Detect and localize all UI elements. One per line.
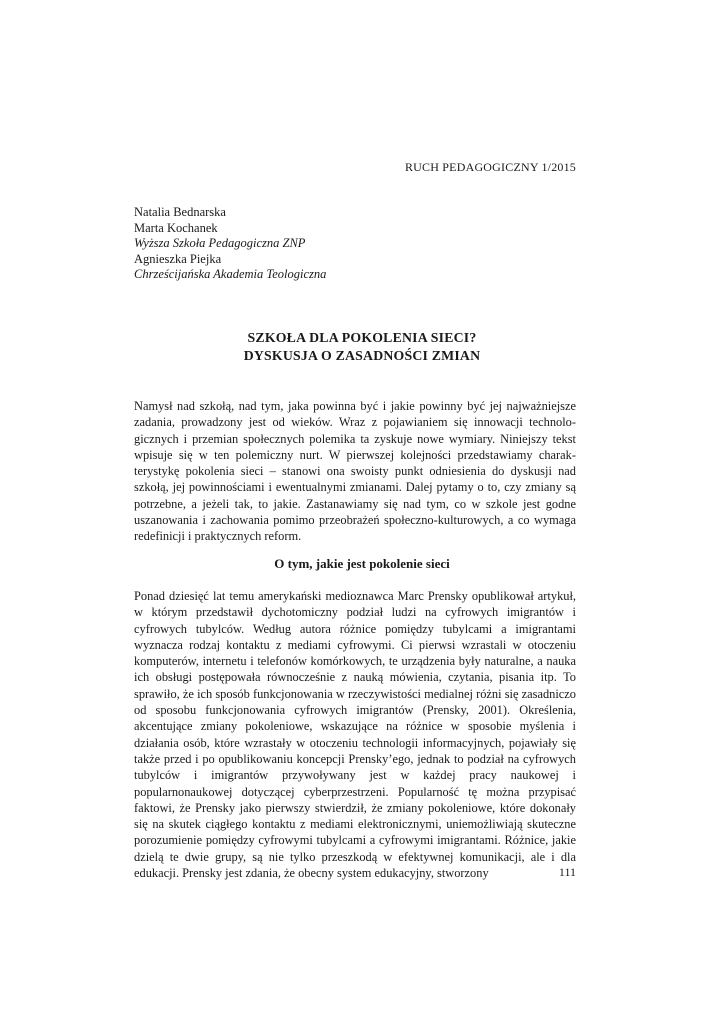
abstract-paragraph: Namysł nad szkołą, nad tym, jaka powinna być i jakie powinny być jej najważniejsze zadania, prowadzony jest od wieków. Wraz z pojawianiem się innowacji technologicznych i przemian społecznych polemika ta zyskuje nowe wymiary. Niniejszy tekst wpisuje się w ten polemiczny nurt. W pierwszej kolejności przedstawiamy charakterystykę pokolenia sieci – stanowi ona swoisty punkt odniesienia do dyskusji nad szkołą, jej powinnościami i ewentualnymi zmianami. Dalej pytamy o to, czy zmiany są potrzebne, a jeżeli tak, to jakie. Zastanawiamy się nad tym, co w szkole jest godne uszanowania i zachowania pomimo przeobrażeń społeczno-kulturowych, a co wymaga redefinicji i praktycznych reform. [134,399,576,544]
article-title-line-1: SZKOŁA DLA POKOLENIA SIECI? [247,330,477,345]
page-number: 111 [558,865,576,879]
article-title [0,329,724,365]
author-name: Agnieszka Piejka [134,251,222,266]
running-head: RUCH PEDAGOGICZNY 1/2015 [404,160,576,174]
author-name: Marta Kochanek [134,220,218,235]
author-affiliation: Wyższa Szkoła Pedagogiczna ZNP [134,236,306,251]
author-block [134,205,326,283]
author-name: Natalia Bednarska [134,205,226,219]
section-paragraph: Ponad dziesięć lat temu amerykański medioznawca Marc Prensky opublikował artykuł, w którym przedstawił dychotomiczny podział ludzi na cyfrowych imigrantów i cyfrowych tubylców. Według autora różnice pomiędzy tubylcami a imigrantami wyznacza rodzaj kontaktu z mediami cyfrowymi. Ci pierwsi wzrastali w otoczeniu komputerów, internetu i telefonów komórkowych, te urządzenia były naturalne, a nauka ich obsługi postępowała równocześnie z nauką mówienia, czytania, pisania itp. To sprawiło, że ich sposób funkcjonowania w rzeczywistości medialnej różni się zasadniczo od sposobu funkcjonowania cyfrowych imigrantów (Prensky, 2001). Określenia, akcentujące zmiany pokoleniowe, wskazujące na różnice w sposobie myślenia i działania osób, które wzrastały w otoczeniu technologii informacyjnych, pojawiały się także przed i po opublikowaniu koncepcji Prensky’ego, jednak to podział na cyfrowych tubylców i imigrantów przywoływany jest w każdej pracy naukowej i popularnonaukowej dotyczącej cyberprzestrzeni. Popularność tę można przypisać faktowi, że Prensky jako pierwszy stwierdził, że zmiany pokoleniowe, które dokonały się na skutek ciągłego kontaktu z mediami elektronicznymi, uniemożliwiają skuteczne porozumienie pomiędzy cyfrowymi tubylcami a cyfrowymi imigrantami. Różnice, jakie dzielą te dwie grupy, są nie tylko przeszkodą w efektywnej komunikacji, ale i dla edukacji. Prensky jest zdania, że obecny system edukacyjny, stworzony [134,589,576,881]
article-title-line-2: DYSKUSJA O ZASADNOŚCI ZMIAN [243,348,481,363]
author-affiliation: Chrześcijańska Akademia Teologiczna [134,267,327,282]
section-heading: O tym, jakie jest pokolenie sieci [274,556,450,571]
